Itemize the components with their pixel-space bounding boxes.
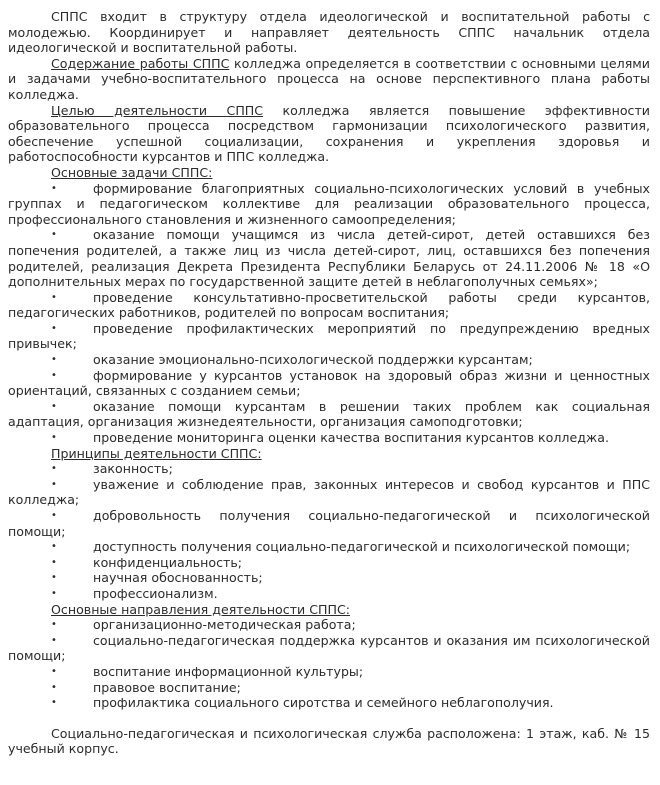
bullet-icon: • bbox=[51, 572, 57, 584]
list-item: • формирование у курсантов установок на здоровый образ жизни и ценностных ориентаций, связанных с созданием семьи; bbox=[8, 367, 650, 399]
bullet-icon: • bbox=[51, 541, 57, 553]
list-item: • оказание помощи курсантам в решении таких проблем как социальная адаптация, организация жизнедеятельности, организация самоподготовки; bbox=[8, 398, 650, 430]
list-item: • научная обоснованность; bbox=[51, 570, 263, 586]
bullet-icon: • bbox=[51, 619, 57, 631]
bullet-icon: • bbox=[51, 510, 57, 521]
list-item: • профессионализм. bbox=[51, 585, 218, 601]
list-item: • правовое воспитание; bbox=[51, 679, 241, 695]
intro-paragraph-content bbox=[8, 56, 650, 103]
tasks-list bbox=[8, 181, 650, 446]
bullet-icon: • bbox=[51, 463, 57, 475]
list-item: • добровольность получения социально-педагогической и психологической помощи; bbox=[8, 508, 650, 539]
list-item: • воспитание информационной культуры; bbox=[51, 663, 364, 679]
directions-list bbox=[8, 617, 650, 711]
bullet-icon: • bbox=[51, 665, 57, 677]
list-item: • организационно-методическая работа; bbox=[51, 617, 356, 633]
list-item: • проведение профилактических мероприятий по предупреждению вредных привычек; bbox=[8, 320, 650, 352]
list-item: • профилактика социального сиротства и семейного неблагополучия. bbox=[51, 695, 554, 711]
list-item: • оказание помощи учащимся из числа детей-сирот, детей оставшихся без попечения родителей, а также лиц из числа детей-сирот, лиц, оставшихся без попечения родителей, реализация Декрета Президента Республики Беларусь от 24.11.2006 № 18 «О дополнительных мерах по государственной защите детей в неблагополучных семьях»; bbox=[8, 227, 650, 290]
bullet-icon: • bbox=[51, 322, 57, 334]
bullet-icon: • bbox=[51, 182, 57, 194]
location-paragraph: Социально-педагогическая и психологическая служба расположена: 1 этаж, каб. № 15 учебный корпус. bbox=[8, 725, 650, 757]
list-item: • проведение консультативно-просветительской работы среди курсантов, педагогических работников, родителей по вопросам воспитания; bbox=[8, 289, 650, 321]
list-item: • уважение и соблюдение прав, законных интересов и свобод курсантов и ППС колледжа; bbox=[8, 476, 650, 508]
bullet-icon: • bbox=[51, 478, 57, 490]
list-item: • доступность получения социально-педагогической и психологической помощи; bbox=[51, 539, 631, 555]
bullet-icon: • bbox=[51, 432, 57, 444]
bullet-icon: • bbox=[51, 634, 57, 646]
content-label: Содержание работы СППС bbox=[51, 55, 230, 71]
bullet-icon: • bbox=[51, 229, 57, 241]
list-item: • конфиденциальность; bbox=[51, 554, 242, 570]
goal-text: колледжа является повышение эффективности образовательного процесса посредством гармонизации психологического развития, обеспечение успешной социализации, сохранения и укрепления здоровья и работоспособности курсантов и ППС колледжа. bbox=[8, 102, 650, 165]
list-item: • формирование благоприятных социально-психологических условий в учебных группах и педагогическом коллективе для реализации образовательного процесса, профессионального становления и жизненного самоопределения; bbox=[8, 180, 650, 227]
list-item: • проведение мониторинга оценки качества воспитания курсантов колледжа. bbox=[51, 430, 609, 446]
bullet-icon: • bbox=[51, 587, 57, 599]
intro-paragraph-structure: СППС входит в структуру отдела идеологической и воспитательной работы с молодежью. Координирует и направляет деятельность СППС начальник отдела идеологической и воспитательной работы. bbox=[8, 9, 650, 56]
bullet-icon: • bbox=[51, 556, 57, 568]
bullet-icon: • bbox=[51, 369, 57, 381]
bullet-icon: • bbox=[51, 354, 57, 366]
directions-heading: Основные направления деятельности СППС: bbox=[51, 601, 350, 617]
principles-heading: Принципы деятельности СППС: bbox=[51, 445, 262, 461]
bullet-icon: • bbox=[51, 681, 57, 693]
principles-list bbox=[8, 461, 650, 601]
list-item: • законность; bbox=[51, 461, 173, 477]
list-item: • социально-педагогическая поддержка курсантов и оказания им психологической помощи; bbox=[8, 632, 650, 664]
list-item: • оказание эмоционально-психологической поддержки курсантам; bbox=[51, 352, 533, 368]
bullet-icon: • bbox=[51, 291, 57, 303]
intro-paragraph-goal bbox=[8, 103, 650, 165]
bullet-icon: • bbox=[51, 697, 57, 709]
tasks-heading: Основные задачи СППС: bbox=[51, 164, 213, 180]
goal-label: Целью деятельности СППС bbox=[51, 102, 264, 118]
content-text: колледжа определяется в соответствии с основными целями и задачами учебно-воспитательного процесса на основе перспективного плана работы колледжа. bbox=[8, 55, 650, 102]
spacer bbox=[8, 711, 650, 726]
bullet-icon: • bbox=[51, 400, 57, 412]
